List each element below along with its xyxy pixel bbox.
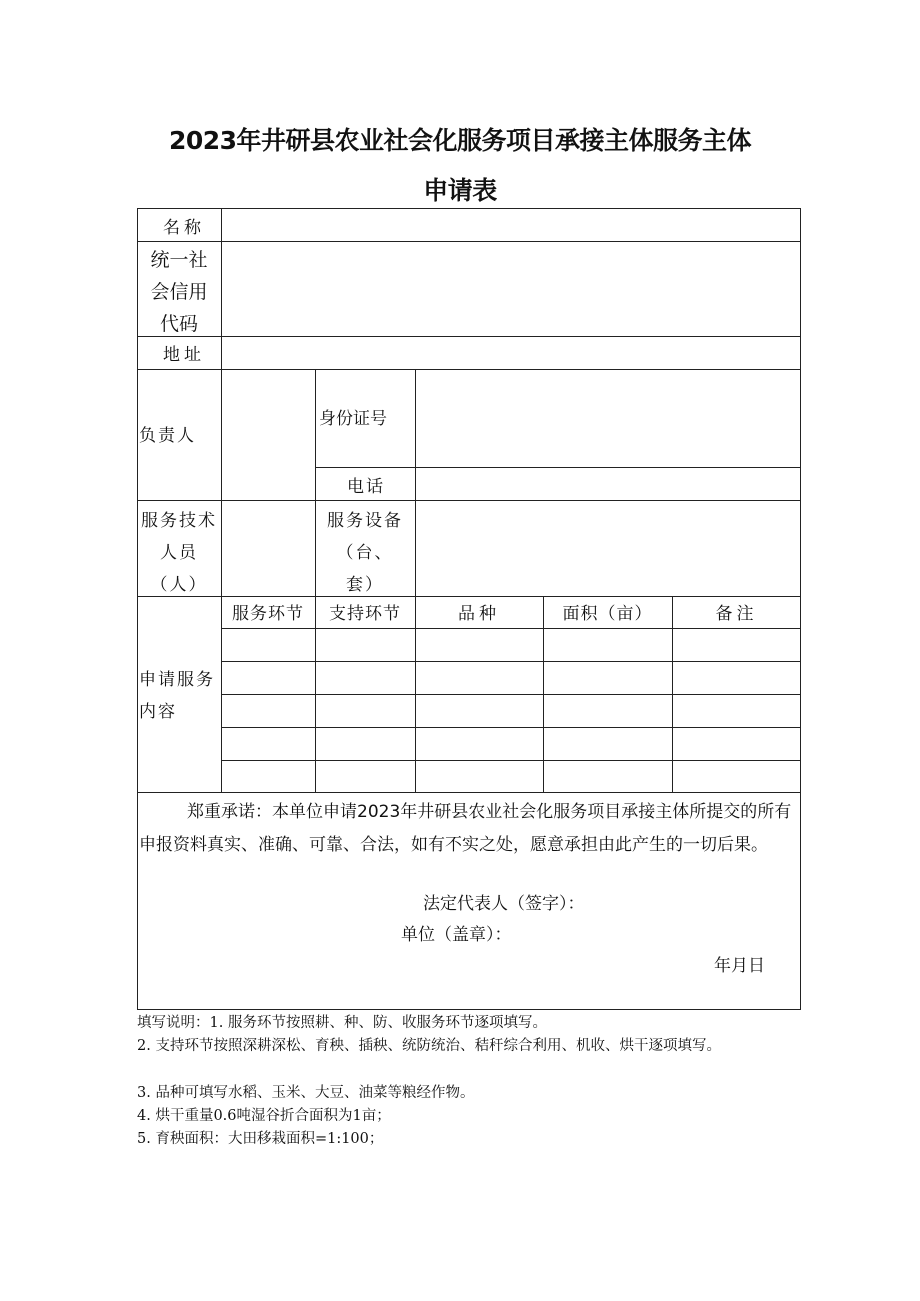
tech-staff-label: 服务技术 人员 （人） (141, 511, 217, 595)
column-header: 备注 (715, 604, 758, 624)
name-field[interactable] (222, 209, 800, 241)
equipment-field[interactable] (416, 501, 800, 596)
date-field[interactable]: 年月日 (714, 956, 765, 976)
credit-code-field[interactable] (222, 242, 800, 336)
note-line: 3. 品种可填写水稻、玉米、大豆、油菜等粮经作物。 (137, 1085, 475, 1101)
service-rows-area[interactable] (222, 629, 800, 792)
credit-code-label: 统一社 会信用 代码 (150, 249, 208, 335)
row-divider (137, 792, 801, 793)
id-number-field[interactable] (416, 370, 800, 467)
phone-field[interactable] (416, 468, 800, 500)
note-line: 填写说明：1. 服务环节按照耕、种、防、收服务环节逐项填写。 (137, 1015, 547, 1031)
note-line: 2. 支持环节按照深耕深松、育秧、插秧、统防统治、秸秆综合利用、机收、烘干逐项填写。 (137, 1038, 721, 1054)
unit-seal[interactable]: 单位（盖章）： (401, 925, 512, 945)
note-line: 5. 育秧面积：大田移栽面积=1:100； (137, 1131, 384, 1147)
tech-staff-field[interactable] (222, 501, 315, 596)
equipment-label: 服务设备 （台、 套） (327, 511, 403, 595)
address-label: 地址 (163, 345, 205, 365)
note-line: 4. 烘干重量0.6吨湿谷折合面积为1亩； (137, 1108, 391, 1124)
column-header: 服务环节 (232, 604, 304, 624)
name-label: 名称 (163, 218, 205, 238)
service-content-label: 申请服务 内容 (139, 670, 215, 722)
legal-rep-signature[interactable]: 法定代表人（签字）： (423, 894, 585, 914)
address-field[interactable] (222, 337, 800, 369)
form-title: 2023年井研县农业社会化服务项目承接主体服务主体 (168, 126, 752, 155)
leader-label: 负责人 (139, 426, 196, 446)
column-header: 品种 (458, 604, 500, 624)
column-header: 面积（亩） (562, 604, 653, 624)
form-title-line2: 申请表 (423, 176, 497, 205)
column-header: 支持环节 (329, 604, 401, 624)
row-divider (137, 596, 801, 597)
commitment-text: 郑重承诺：本单位申请2023年井研县农业社会化服务项目承接主体所提交的所有申报资料真实、准确、可靠、合法，如有不实之处，愿意承担由此产生的一切后果。 (139, 802, 792, 855)
phone-label: 电话 (347, 477, 385, 497)
leader-field[interactable] (222, 370, 315, 500)
id-number-label: 身份证号 (319, 409, 387, 429)
